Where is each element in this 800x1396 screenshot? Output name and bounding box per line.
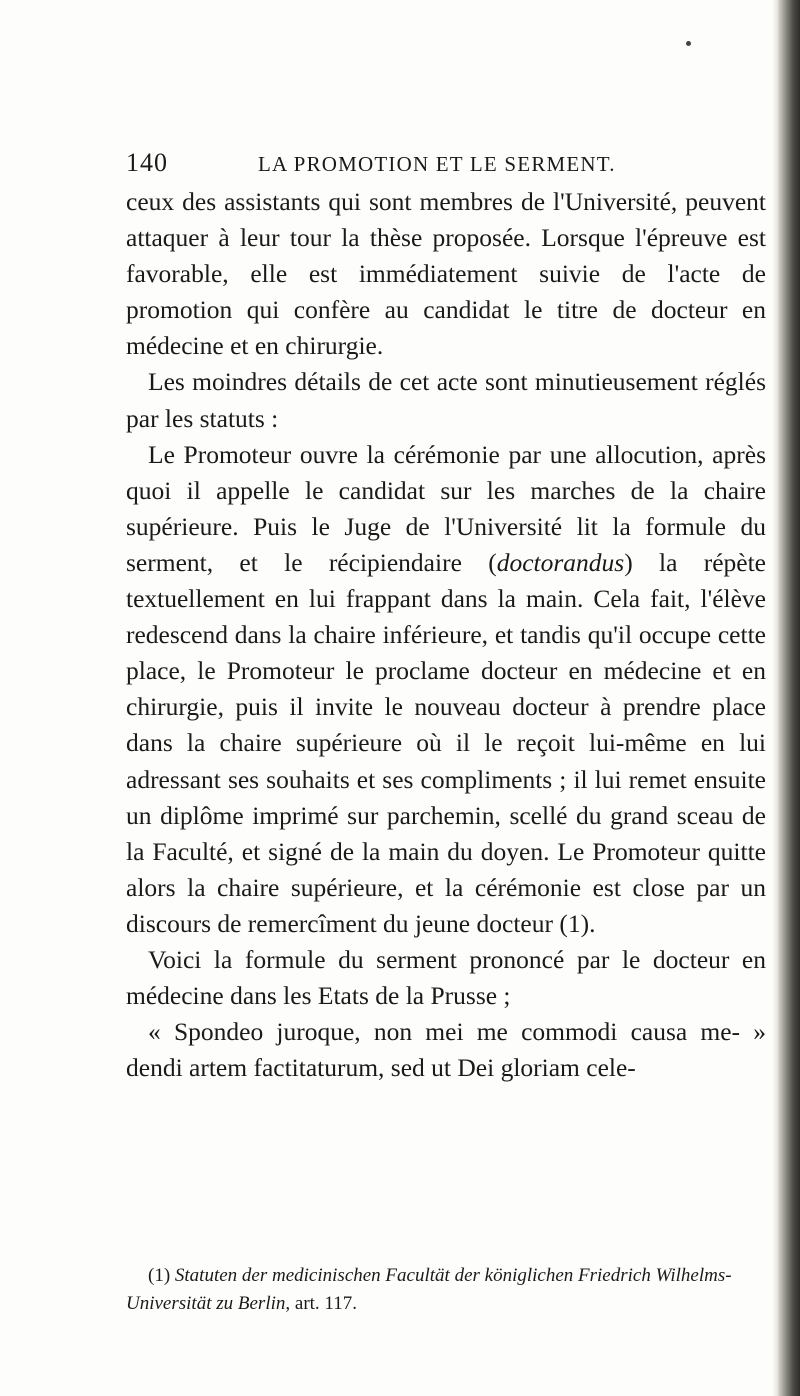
book-edge [778,0,800,1396]
speck-mark [686,41,691,46]
oath-quote: « Spondeo juroque, non mei me commodi causa me- » dendi artem factitaturum, sed ut Dei gloriam cele- [126,1017,766,1083]
footnote-marker: (1) [148,1265,175,1286]
footnote-citation: Statuten der medicinischen Facultät der königlichen Friedrich Wilhelms-Universität zu Berlin [126,1265,732,1314]
paragraph-3-start: Le Promoteur ouvre la cérémonie par une allocution, après quoi il appelle le candidat sur les marches de la chaire supérieure. Puis le Juge de l'Université lit la formule du serment, et le récipiendaire ( [126,439,766,577]
doctorandus-term: doctorandus [496,547,625,577]
footnote-article: , art. 117. [285,1293,357,1314]
paragraph-3 [126,437,766,942]
paragraph-1: ceux des assistants qui sont membres de l'Université, peuvent attaquer à leur tour la thèse proposée. Lorsque l'épreuve est favorable, elle est immédiatement suivie de l'acte de promotion qui confère au candidat le titre de docteur en médecine et en chirurgie. [126,187,766,361]
footnote [126,1262,766,1318]
page-header [126,148,756,178]
paragraph-3-end: ) la répète textuellement en lui frappant dans la main. Cela fait, l'élève redescend dans la chaire inférieure, et tandis qu'il occupe cette place, le Promoteur le proclame docteur en médecine et en chirurgie, puis il invite le nouveau docteur à prendre place dans la chaire supérieure où il le reçoit lui-même en lui adressant ses souhaits et ses compliments ; il lui remet ensuite un diplôme imprimé sur parchemin, scellé du grand sceau de la Faculté, et signé de la main du doyen. Le Promoteur quitte alors la chaire supérieure, et la cérémonie est close par un discours de remercîment du jeune docteur (1). [126,547,766,938]
paragraph-2: Les moindres détails de cet acte sont minutieusement réglés par les statuts : [126,367,766,433]
paragraph-4: Voici la formule du serment prononcé par le docteur en médecine dans les Etats de la Prusse ; [126,944,766,1011]
body-text [126,184,766,1086]
page-number: 140 [126,148,168,177]
running-head: LA PROMOTION ET LE SERMENT. [258,152,616,176]
